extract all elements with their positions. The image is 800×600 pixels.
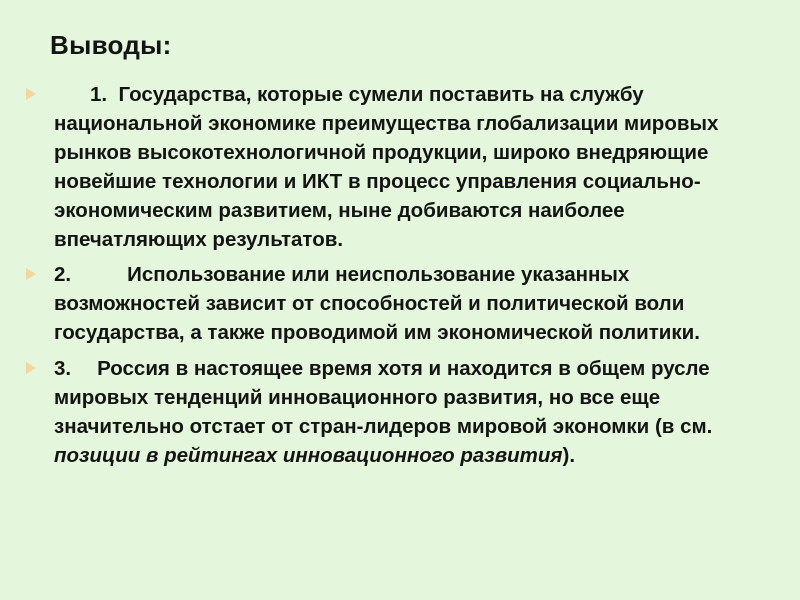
- conclusion-item-1: [20, 80, 780, 254]
- item-text-italic: позиции в рейтингах инновационного развития: [54, 444, 563, 467]
- conclusions-list: [20, 80, 780, 476]
- triangle-bullet-icon: [26, 88, 36, 100]
- triangle-bullet-icon: [26, 268, 36, 280]
- conclusion-item-3: [20, 354, 780, 470]
- item-number: 2.: [54, 263, 72, 286]
- item-number: 1.: [90, 83, 108, 106]
- item-number: 3.: [54, 357, 72, 380]
- conclusion-item-2: [20, 260, 780, 347]
- slide-title: Выводы:: [50, 30, 172, 60]
- item-text-before: Россия в настоящее время хотя и находится в общем русле мировых тенденций инновационного развития, но все еще значительно отстает от стран-лидеров мировой экономки (в см.: [54, 357, 713, 438]
- triangle-bullet-icon: [26, 362, 36, 374]
- item-text: Государства, которые сумели поставить на службу национальной экономике преимущества глобализации мировых рынков высокотехнологичной продукции, широко внедряющие новейшие технологии и ИКТ в процесс управления социально-экономическим развитием, ныне добиваются наиболее впечатляющих результатов.: [54, 83, 719, 251]
- item-text-after: ).: [562, 444, 576, 467]
- item-text: Использование или неиспользование указанных возможностей зависит от способностей и политической воли государства, а также проводимой им экономической политики.: [54, 263, 700, 344]
